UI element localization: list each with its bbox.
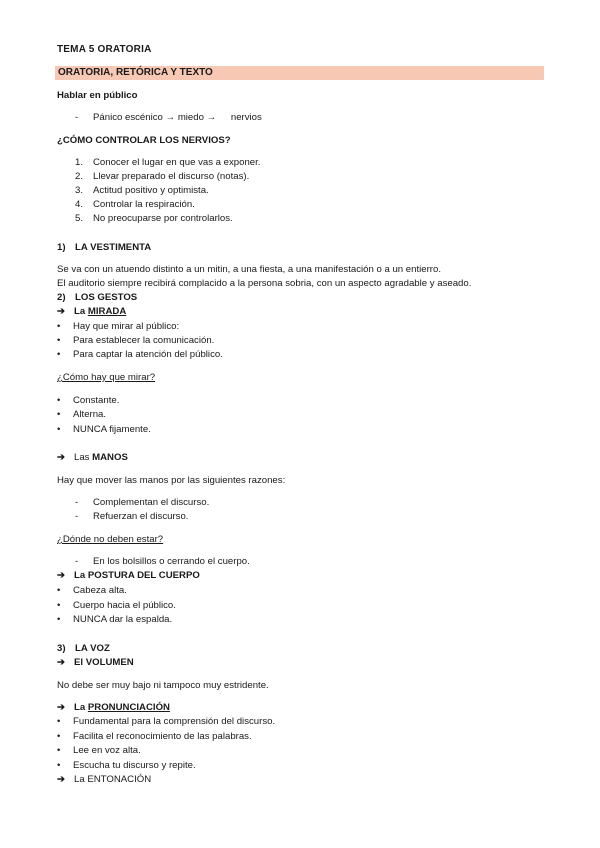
list-item [75,185,209,196]
voz-heading [57,643,110,654]
heading-number: 1) [57,242,66,253]
arrow-icon: ➔ [57,774,66,785]
list-text: NUNCA dar la espalda. [73,614,173,625]
heading-text: LOS GESTOS [75,292,138,303]
mirada-heading [57,306,126,317]
bullet-icon: • [57,349,61,360]
list-item [57,424,151,435]
list-text: Constante. [73,395,120,406]
heading-number: 2) [57,292,66,303]
heading-prefix: La [74,570,88,581]
list-item [57,409,106,420]
bullet-icon: • [57,745,61,756]
bullet-icon: • [57,760,61,771]
pronunciacion-heading [57,702,170,713]
bullet-icon: • [57,731,61,742]
list-item [75,171,249,182]
list-text: Actitud positivo y optimista. [93,185,209,196]
list-item [57,395,119,406]
heading-prefix: La [74,306,88,317]
volumen-text: No debe ser muy bajo ni tampoco muy estridente. [57,680,269,691]
list-item [57,731,252,742]
donde-heading: ¿Dónde no deben estar? [57,534,164,545]
list-item [57,321,179,332]
arrow-icon: ➔ [57,306,66,317]
list-text: Cabeza alta. [73,585,127,596]
como-mirar-heading: ¿Cómo hay que mirar? [57,372,156,383]
list-text: Controlar la respiración. [93,199,195,210]
vestimenta-paragraph-1: Se va con un atuendo distinto a un mitin, a una fiesta, a una manifestación o a un entierro. [57,264,441,275]
dash-marker: - [75,112,79,123]
heading-text: LA VOZ [75,643,110,654]
list-text: Conocer el lugar en que vas a exponer. [93,157,261,168]
list-number: 2. [75,171,84,182]
list-text: Hay que mirar al público: [73,321,180,332]
list-text: En los bolsillos o cerrando el cuerpo. [93,556,250,567]
dash-marker: - [75,497,79,508]
heading-text: PRONUNCIACIÓN [87,702,170,713]
document-title: TEMA 5 ORATORIA [57,44,152,55]
bullet-icon: • [57,600,61,611]
list-text: No preocuparse por controlarlos. [93,213,233,224]
heading-text: LA VESTIMENTA [75,242,152,253]
list-item [57,745,141,756]
list-text: Para captar la atención del público. [73,349,223,360]
bullet-icon: • [57,424,61,435]
list-text: Refuerzan el discurso. [93,511,189,522]
bullet-icon: • [57,321,61,332]
arrow-glyph: → [206,112,217,123]
heading-text: El VOLUMEN [74,657,134,668]
dash-marker: - [75,511,79,522]
heading-text: MANOS [92,452,128,463]
panico-part3: nervios [230,112,262,123]
bullet-icon: • [57,409,61,420]
hablar-heading: Hablar en público [57,90,138,101]
bullet-icon: • [57,585,61,596]
list-item [57,614,172,625]
list-item [57,600,176,611]
panico-part1: Pánico escénico [93,112,163,123]
section-band-title: ORATORIA, RETÓRICA Y TEXTO [58,67,213,78]
list-number: 4. [75,199,84,210]
list-text: Complementan el discurso. [93,497,210,508]
list-item [75,199,195,210]
entonacion-heading [57,774,151,785]
list-item [57,349,223,360]
list-item [57,716,275,727]
arrow-glyph: → [165,112,176,123]
bullet-icon: • [57,335,61,346]
dash-marker: - [75,556,79,567]
list-item [75,213,233,224]
arrow-icon: ➔ [57,452,66,463]
list-text: Para establecer la comunicación. [73,335,215,346]
arrow-icon: ➔ [57,657,66,668]
nervios-heading: ¿CÓMO CONTROLAR LOS NERVIOS? [57,135,231,146]
heading-number: 3) [57,643,66,654]
arrow-icon: ➔ [57,702,66,713]
list-item [75,556,250,567]
list-item [57,760,196,771]
postura-heading [57,570,200,581]
list-text: Cuerpo hacia el público. [73,600,176,611]
volumen-heading [57,657,134,668]
bullet-icon: • [57,614,61,625]
gestos-heading [57,292,137,303]
list-text: Fundamental para la comprensión del discurso. [73,716,276,727]
list-number: 3. [75,185,84,196]
list-item [57,335,214,346]
panico-line [75,112,262,123]
panico-part2: miedo [177,112,204,123]
list-text: Alterna. [73,409,107,420]
bullet-icon: • [57,716,61,727]
list-text: Llevar preparado el discurso (notas). [93,171,250,182]
section-band [55,66,544,80]
list-text: Lee en voz alta. [73,745,141,756]
heading-text: POSTURA DEL CUERPO [87,570,200,581]
manos-intro: Hay que mover las manos por las siguientes razones: [57,475,286,486]
list-item [75,497,209,508]
heading-text: La ENTONACIÓN [74,774,152,785]
heading-prefix: La [74,702,88,713]
list-text: Escucha tu discurso y repite. [73,760,196,771]
manos-heading [57,452,128,463]
list-text: Facilita el reconocimiento de las palabras. [73,731,252,742]
heading-text: MIRADA [87,306,127,317]
list-number: 5. [75,213,84,224]
bullet-icon: • [57,395,61,406]
vestimenta-paragraph-2: El auditorio siempre recibirá complacido a la persona sobria, con un aspecto agradable y aseado. [57,278,472,289]
heading-prefix: Las [74,452,93,463]
list-item [57,585,127,596]
list-item [75,511,188,522]
vestimenta-heading [57,242,151,253]
list-number: 1. [75,157,84,168]
list-text: NUNCA fijamente. [73,424,151,435]
arrow-icon: ➔ [57,570,66,581]
list-item [75,157,260,168]
